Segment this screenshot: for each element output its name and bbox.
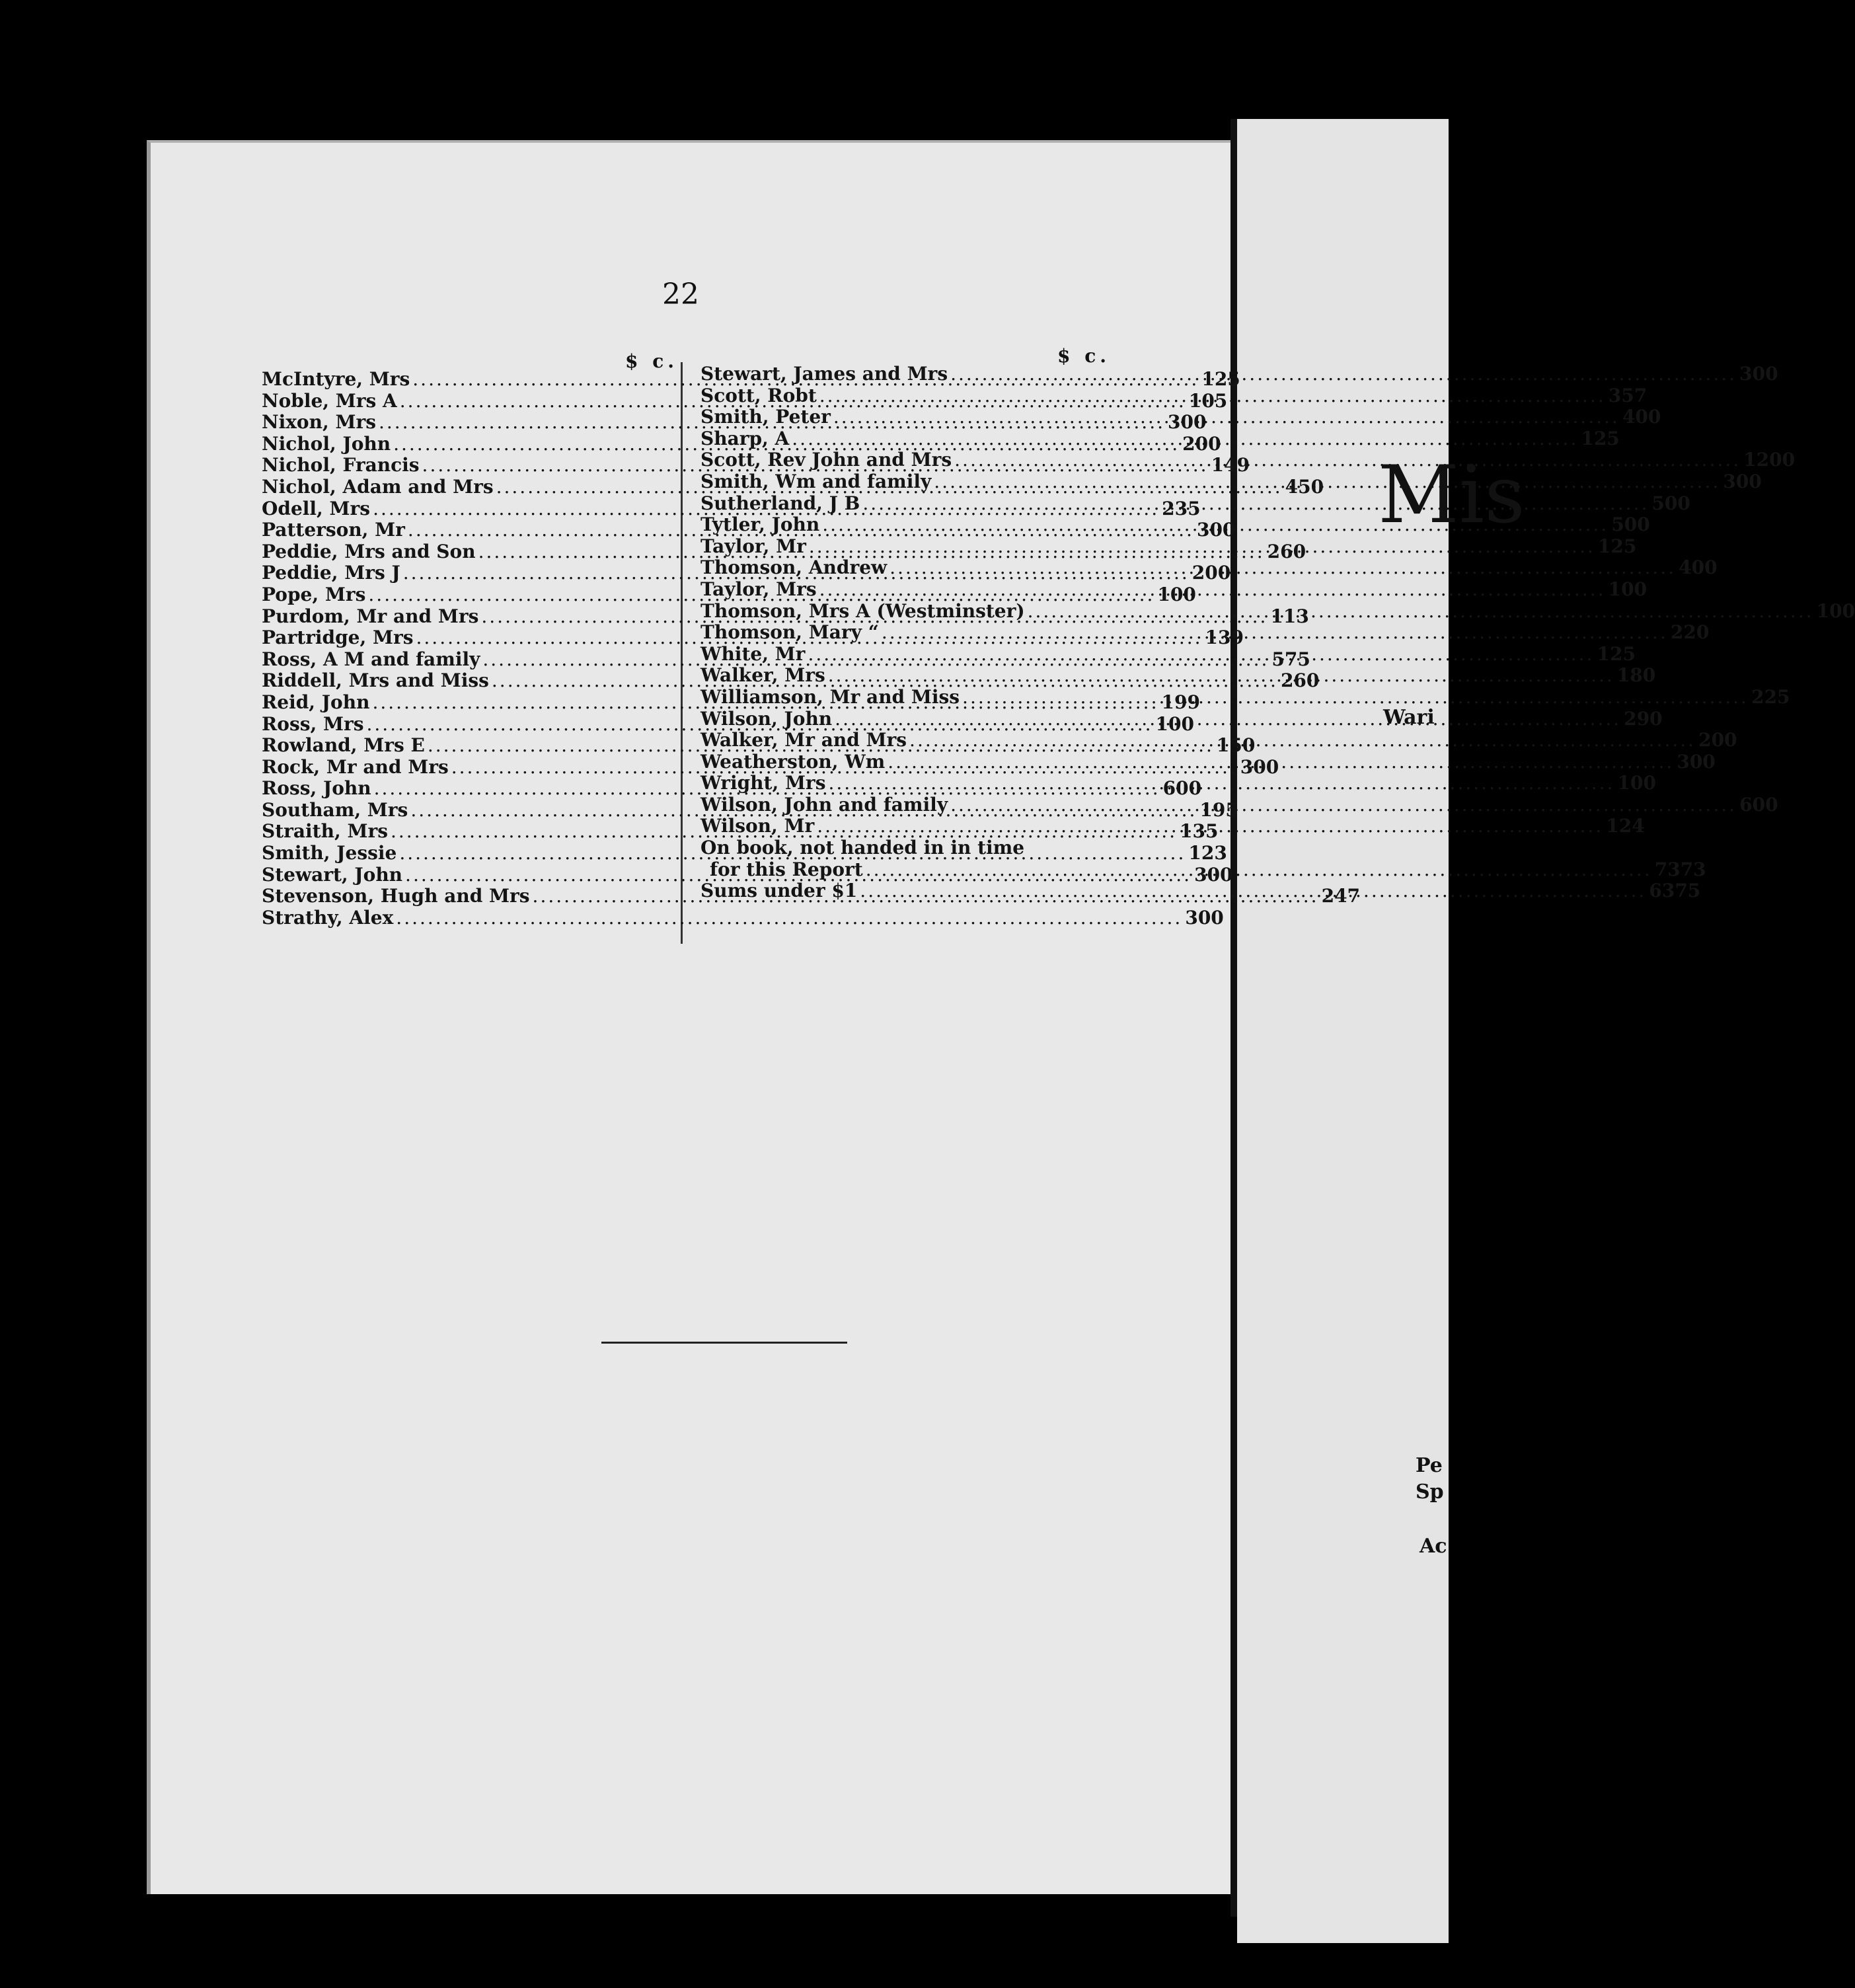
amount-cents: 00: [1209, 519, 1236, 541]
amount-dollars: 3: [1168, 411, 1181, 434]
leader-dots: [808, 644, 1594, 666]
amount-cents: 49: [1224, 454, 1250, 477]
subscriber-name: Reid, John: [262, 691, 370, 713]
amount-dollars: 1: [1180, 820, 1193, 843]
facing-page-sp-fragment: Sp: [1416, 1480, 1444, 1504]
subscriber-name: Weatherston, Wm: [700, 750, 886, 773]
amount-dollars: 6: [1162, 777, 1176, 800]
page-number: 22: [662, 278, 699, 311]
amount-dollars: 3: [1608, 384, 1622, 406]
amount-dollars: 3: [1194, 863, 1207, 886]
subscriber-name: Strathy, Alex: [262, 906, 394, 929]
amount-cents: 50: [1229, 734, 1256, 757]
leader-dots: [819, 579, 1606, 601]
amount-cents: 25: [1764, 685, 1790, 708]
amount-dollars: 2: [1192, 562, 1205, 584]
amount-dollars: 1: [1617, 772, 1630, 794]
subscriber-name: Straith, Mrs: [262, 820, 388, 843]
amount-cents: 00: [1829, 599, 1855, 622]
left-column-header: $ c.: [625, 350, 679, 372]
amount-dollars: 3: [1739, 363, 1753, 385]
amount-dollars: 2: [1698, 729, 1712, 751]
amount-cents: 13: [1283, 605, 1309, 627]
leader-dots: [817, 816, 1603, 837]
amount-cents: 00: [1621, 578, 1647, 600]
amount-dollars: 2: [1751, 685, 1764, 708]
subscriber-name: White, Mr: [700, 642, 806, 665]
subscriber-name: Williamson, Mr and Miss: [700, 685, 960, 708]
subscriber-row: [700, 750, 1716, 773]
amount-cents: 05: [1201, 389, 1228, 412]
leader-dots: [828, 773, 1614, 794]
subscriber-name: Odell, Mrs: [262, 497, 371, 519]
leader-dots: [888, 751, 1674, 773]
subscriber-name: Scott, Rev John and Mrs: [700, 449, 952, 471]
amount-dollars: 1: [1201, 368, 1215, 390]
subscriber-name: Purdom, Mr and Mrs: [262, 605, 479, 627]
amount-dollars: 5: [1611, 514, 1624, 536]
amount-dollars: 1: [1188, 842, 1201, 864]
subscriber-name: Sharp, A: [700, 427, 790, 449]
leader-dots: [954, 449, 1741, 471]
subscriber-name: Peddie, Mrs J: [262, 562, 400, 584]
subscriber-name: Ross, A M and family: [262, 648, 480, 670]
amount-cents: 00: [1752, 363, 1778, 385]
amount-cents: 00: [1769, 449, 1796, 471]
amount-cents: 60: [1293, 669, 1320, 692]
amount-cents: 00: [1253, 755, 1279, 778]
subscriber-name: Smith, Peter: [700, 406, 831, 428]
amount-cents: 80: [1630, 664, 1656, 687]
amount-cents: 35: [1192, 820, 1219, 843]
subscriber-name: Scott, Robt: [700, 384, 817, 406]
amount-dollars: 2: [1162, 497, 1175, 519]
leader-dots: [909, 730, 1696, 751]
amount-cents: 00: [1624, 514, 1650, 536]
amount-cents: 99: [1174, 691, 1200, 713]
subscriber-name: McIntyre, Mrs: [262, 368, 410, 390]
subscriber-name: Tytler, John: [700, 514, 820, 536]
facing-page-warden-fragment: Wari: [1383, 706, 1435, 729]
facing-page-ac-fragment: Ac: [1420, 1535, 1447, 1558]
amount-cents: 35: [1174, 497, 1201, 519]
amount-dollars: 6: [1739, 793, 1753, 816]
amount-dollars: 2: [1280, 669, 1294, 692]
amount-dollars: 5: [1271, 648, 1285, 670]
leader-dots: [860, 880, 1646, 902]
amount-cents: 00: [1711, 729, 1737, 751]
amount-cents: 00: [1195, 432, 1221, 455]
subscriber-name: for this Report: [710, 858, 863, 880]
amount-cents: 73: [1680, 858, 1706, 880]
amount-cents: 23: [1201, 842, 1227, 864]
amount-cents: 20: [1683, 621, 1710, 644]
subscriber-name: Patterson, Mr: [262, 519, 405, 541]
subscriber-name: Nichol, Francis: [262, 454, 420, 477]
amount-cents: 00: [1180, 411, 1207, 434]
subscriber-name: Smith, Wm and family: [700, 470, 932, 492]
amount-dollars: 1: [1211, 454, 1225, 477]
leader-dots: [396, 907, 1182, 929]
amount-cents: 00: [1752, 793, 1778, 816]
amount-cents: 25: [1593, 427, 1620, 449]
amount-cents: 50: [1298, 475, 1324, 498]
subscriber-name: Stevenson, Hugh and Mrs: [262, 885, 530, 907]
amount-dollars: 12: [1743, 449, 1770, 471]
amount-dollars: 5: [1651, 492, 1665, 514]
leader-dots: [833, 406, 1620, 428]
amount-cents: 00: [1691, 556, 1718, 579]
subscriber-name: Wright, Mrs: [700, 772, 826, 794]
amount-dollars: 1: [1597, 642, 1610, 665]
leader-dots: [950, 794, 1737, 816]
amount-cents: 57: [1621, 384, 1647, 406]
leader-dots: [866, 859, 1652, 881]
amount-cents: 00: [1630, 772, 1656, 794]
subscriber-name: Nichol, John: [262, 432, 391, 455]
amount-cents: 90: [1636, 707, 1663, 730]
subscriber-name: Riddell, Mrs and Miss: [262, 669, 489, 692]
amount-dollars: 2: [1182, 432, 1195, 455]
leader-dots: [890, 557, 1676, 579]
amount-dollars: 63: [1649, 880, 1675, 902]
amount-dollars: 1: [1216, 734, 1230, 757]
subscriber-name: Nixon, Mrs: [262, 411, 376, 434]
amount-cents: 24: [1618, 815, 1645, 837]
amount-dollars: 2: [1624, 707, 1637, 730]
amount-dollars: 1: [1157, 583, 1170, 605]
subscriber-name: Thomson, Andrew: [700, 556, 888, 579]
subscriber-name: Partridge, Mrs: [262, 627, 414, 649]
leader-dots: [792, 428, 1578, 450]
leader-dots: [1028, 601, 1814, 623]
amount-dollars: 4: [1679, 556, 1692, 579]
amount-cents: 00: [1168, 712, 1194, 735]
amount-cents: 00: [1197, 906, 1224, 929]
amount-dollars: 1: [1816, 599, 1830, 622]
right-column-header: $ c.: [1057, 345, 1111, 367]
amount-cents: 75: [1675, 880, 1701, 902]
leader-dots: [835, 708, 1621, 730]
amount-dollars: 1: [1205, 627, 1219, 649]
subscriber-name: Taylor, Mrs: [700, 578, 817, 600]
subscriber-name: Stewart, John: [262, 863, 403, 886]
subscriber-name: Wilson, Mr: [700, 815, 815, 837]
leader-dots: [950, 363, 1737, 385]
subscriber-name: Noble, Mrs A: [262, 389, 397, 412]
subscriber-name: Wilson, John: [700, 707, 833, 730]
amount-dollars: 2: [1267, 540, 1281, 562]
subscriber-name: Walker, Mr and Mrs: [700, 729, 907, 751]
amount-dollars: 2: [1321, 885, 1335, 907]
amount-cents: 25: [1610, 535, 1637, 557]
amount-cents: 60: [1280, 540, 1306, 562]
subscriber-name: Southam, Mrs: [262, 798, 408, 821]
subscriber-name: Thomson, Mary “: [700, 621, 879, 644]
amount-dollars: 1: [1608, 578, 1622, 600]
amount-cents: 00: [1635, 406, 1661, 428]
subscriber-name: Walker, Mrs: [700, 664, 825, 687]
subscriber-row: [700, 556, 1718, 579]
amount-cents: 47: [1334, 885, 1361, 907]
facing-page-title-fragment: Mis: [1378, 449, 1525, 541]
amount-dollars: 1: [1199, 798, 1213, 821]
amount-dollars: 1: [1161, 691, 1174, 713]
subscriber-row: [700, 837, 1120, 859]
amount-dollars: 3: [1196, 519, 1210, 541]
leader-dots: [819, 385, 1606, 407]
amount-dollars: 1: [1581, 427, 1594, 449]
section-divider: [601, 1342, 847, 1344]
amount-cents: 95: [1212, 798, 1238, 821]
leader-dots: [934, 471, 1720, 493]
amount-dollars: 2: [1670, 621, 1684, 644]
amount-dollars: 3: [1677, 750, 1690, 773]
subscriber-name: Rowland, Mrs E: [262, 734, 425, 757]
subscriber-row: [262, 906, 1224, 929]
subscriber-name: Nichol, Adam and Mrs: [262, 475, 494, 498]
amount-dollars: 1: [1616, 664, 1630, 687]
subscriber-name: On book, not handed in in time: [700, 837, 1025, 859]
subscriber-name: Rock, Mr and Mrs: [262, 755, 449, 778]
amount-cents: 00: [1205, 562, 1231, 584]
amount-dollars: 4: [1622, 406, 1636, 428]
subscriber-name: Thomson, Mrs A (Westminster): [700, 599, 1025, 622]
amount-cents: 75: [1284, 648, 1310, 670]
subscriber-name: Peddie, Mrs and Son: [262, 540, 476, 562]
subscriber-name: Stewart, James and Mrs: [700, 363, 948, 385]
amount-dollars: 1: [1597, 535, 1611, 557]
amount-dollars: 4: [1285, 475, 1299, 498]
amount-cents: 25: [1214, 368, 1240, 390]
amount-dollars: 1: [1270, 605, 1283, 627]
amount-cents: 25: [1609, 642, 1636, 665]
subscriber-name: Sums under $1: [700, 880, 858, 902]
amount-dollars: 3: [1723, 470, 1736, 492]
amount-cents: 39: [1218, 627, 1244, 649]
amount-dollars: 73: [1654, 858, 1681, 880]
amount-cents: 00: [1207, 863, 1233, 886]
amount-dollars: 1: [1606, 815, 1619, 837]
subscriber-row: [700, 578, 1647, 601]
subscriber-name: Pope, Mrs: [262, 583, 366, 605]
subscriber-row: [700, 772, 1656, 794]
subscriber-name: Wilson, John and family: [700, 793, 948, 816]
amount-dollars: 3: [1185, 906, 1198, 929]
leader-dots: [862, 493, 1649, 515]
amount-cents: 00: [1735, 470, 1762, 492]
subscriber-name: Ross, Mrs: [262, 712, 364, 735]
subscriber-name: Taylor, Mr: [700, 535, 806, 557]
amount-dollars: 1: [1188, 389, 1202, 412]
amount-cents: 00: [1689, 750, 1716, 773]
amount-cents: 00: [1176, 777, 1202, 800]
leader-dots: [828, 665, 1614, 687]
amount-cents: 00: [1664, 492, 1690, 514]
subscriber-name: Ross, John: [262, 777, 371, 800]
subscriber-row: [700, 406, 1661, 428]
leader-dots: [882, 622, 1668, 644]
amount-dollars: 3: [1240, 755, 1254, 778]
subscriber-name: Sutherland, J B: [700, 492, 860, 514]
leader-dots: [962, 687, 1749, 708]
amount-cents: 00: [1170, 583, 1196, 605]
subscriber-name: Smith, Jessie: [262, 842, 397, 864]
subscriber-row: [700, 514, 1650, 536]
facing-page-pe-fragment: Pe: [1416, 1454, 1443, 1477]
amount-dollars: 1: [1155, 712, 1169, 735]
